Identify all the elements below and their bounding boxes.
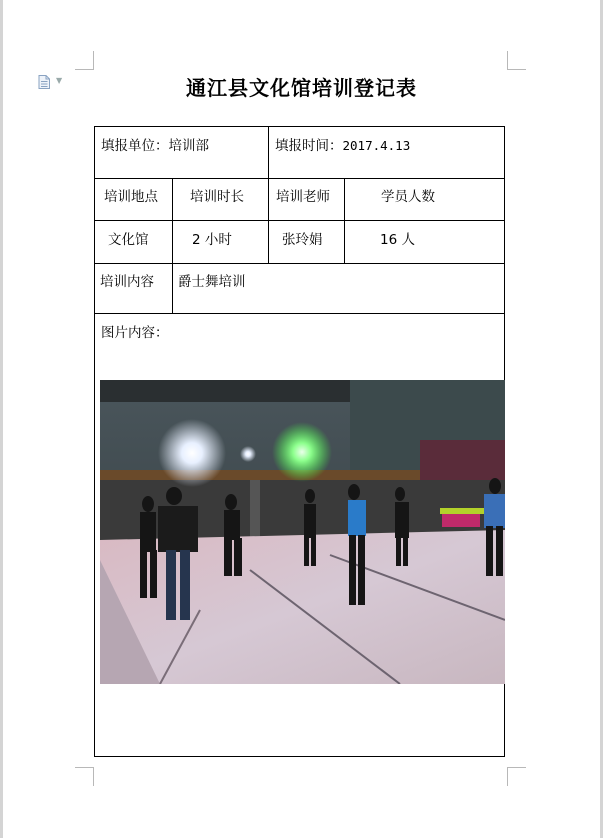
crop-mark-top-right — [507, 51, 526, 70]
header-student-count: 学员人数 — [381, 189, 435, 205]
content-label: 培训内容 — [100, 274, 154, 290]
table-divider — [172, 178, 173, 313]
header-teacher: 培训老师 — [276, 189, 330, 205]
content-value: 爵士舞培训 — [178, 274, 246, 290]
table-divider — [344, 178, 345, 263]
page-edge-left — [0, 0, 3, 838]
report-unit-value: 培训部 — [168, 138, 209, 154]
crop-mark-top-left — [75, 51, 94, 70]
crop-mark-bottom-right — [507, 767, 526, 786]
report-time-value: 2017.4.13 — [342, 138, 411, 153]
value-student-count: 16 人 — [380, 232, 415, 248]
table-divider — [268, 178, 269, 263]
header-duration: 培训时长 — [190, 189, 244, 205]
report-time-label: 填报时间： — [275, 138, 343, 154]
table-rule — [94, 178, 505, 179]
dance-class-photo — [100, 380, 505, 684]
picture-label: 图片内容： — [101, 325, 169, 341]
document-title: 通江县文化馆培训登记表 — [186, 76, 417, 100]
table-rule — [94, 220, 505, 221]
crop-mark-bottom-left — [75, 767, 94, 786]
caret-down-icon[interactable]: ▼ — [56, 76, 63, 85]
report-unit-cell — [101, 134, 209, 154]
header-location: 培训地点 — [104, 189, 158, 205]
table-rule — [94, 263, 505, 264]
value-location: 文化馆 — [108, 232, 149, 248]
table-divider — [268, 126, 269, 178]
value-duration: 2 小时 — [192, 232, 232, 248]
report-time-cell — [275, 134, 410, 154]
report-unit-label: 填报单位： — [101, 138, 169, 154]
table-rule — [94, 313, 505, 314]
value-teacher: 张玲娟 — [282, 232, 323, 248]
